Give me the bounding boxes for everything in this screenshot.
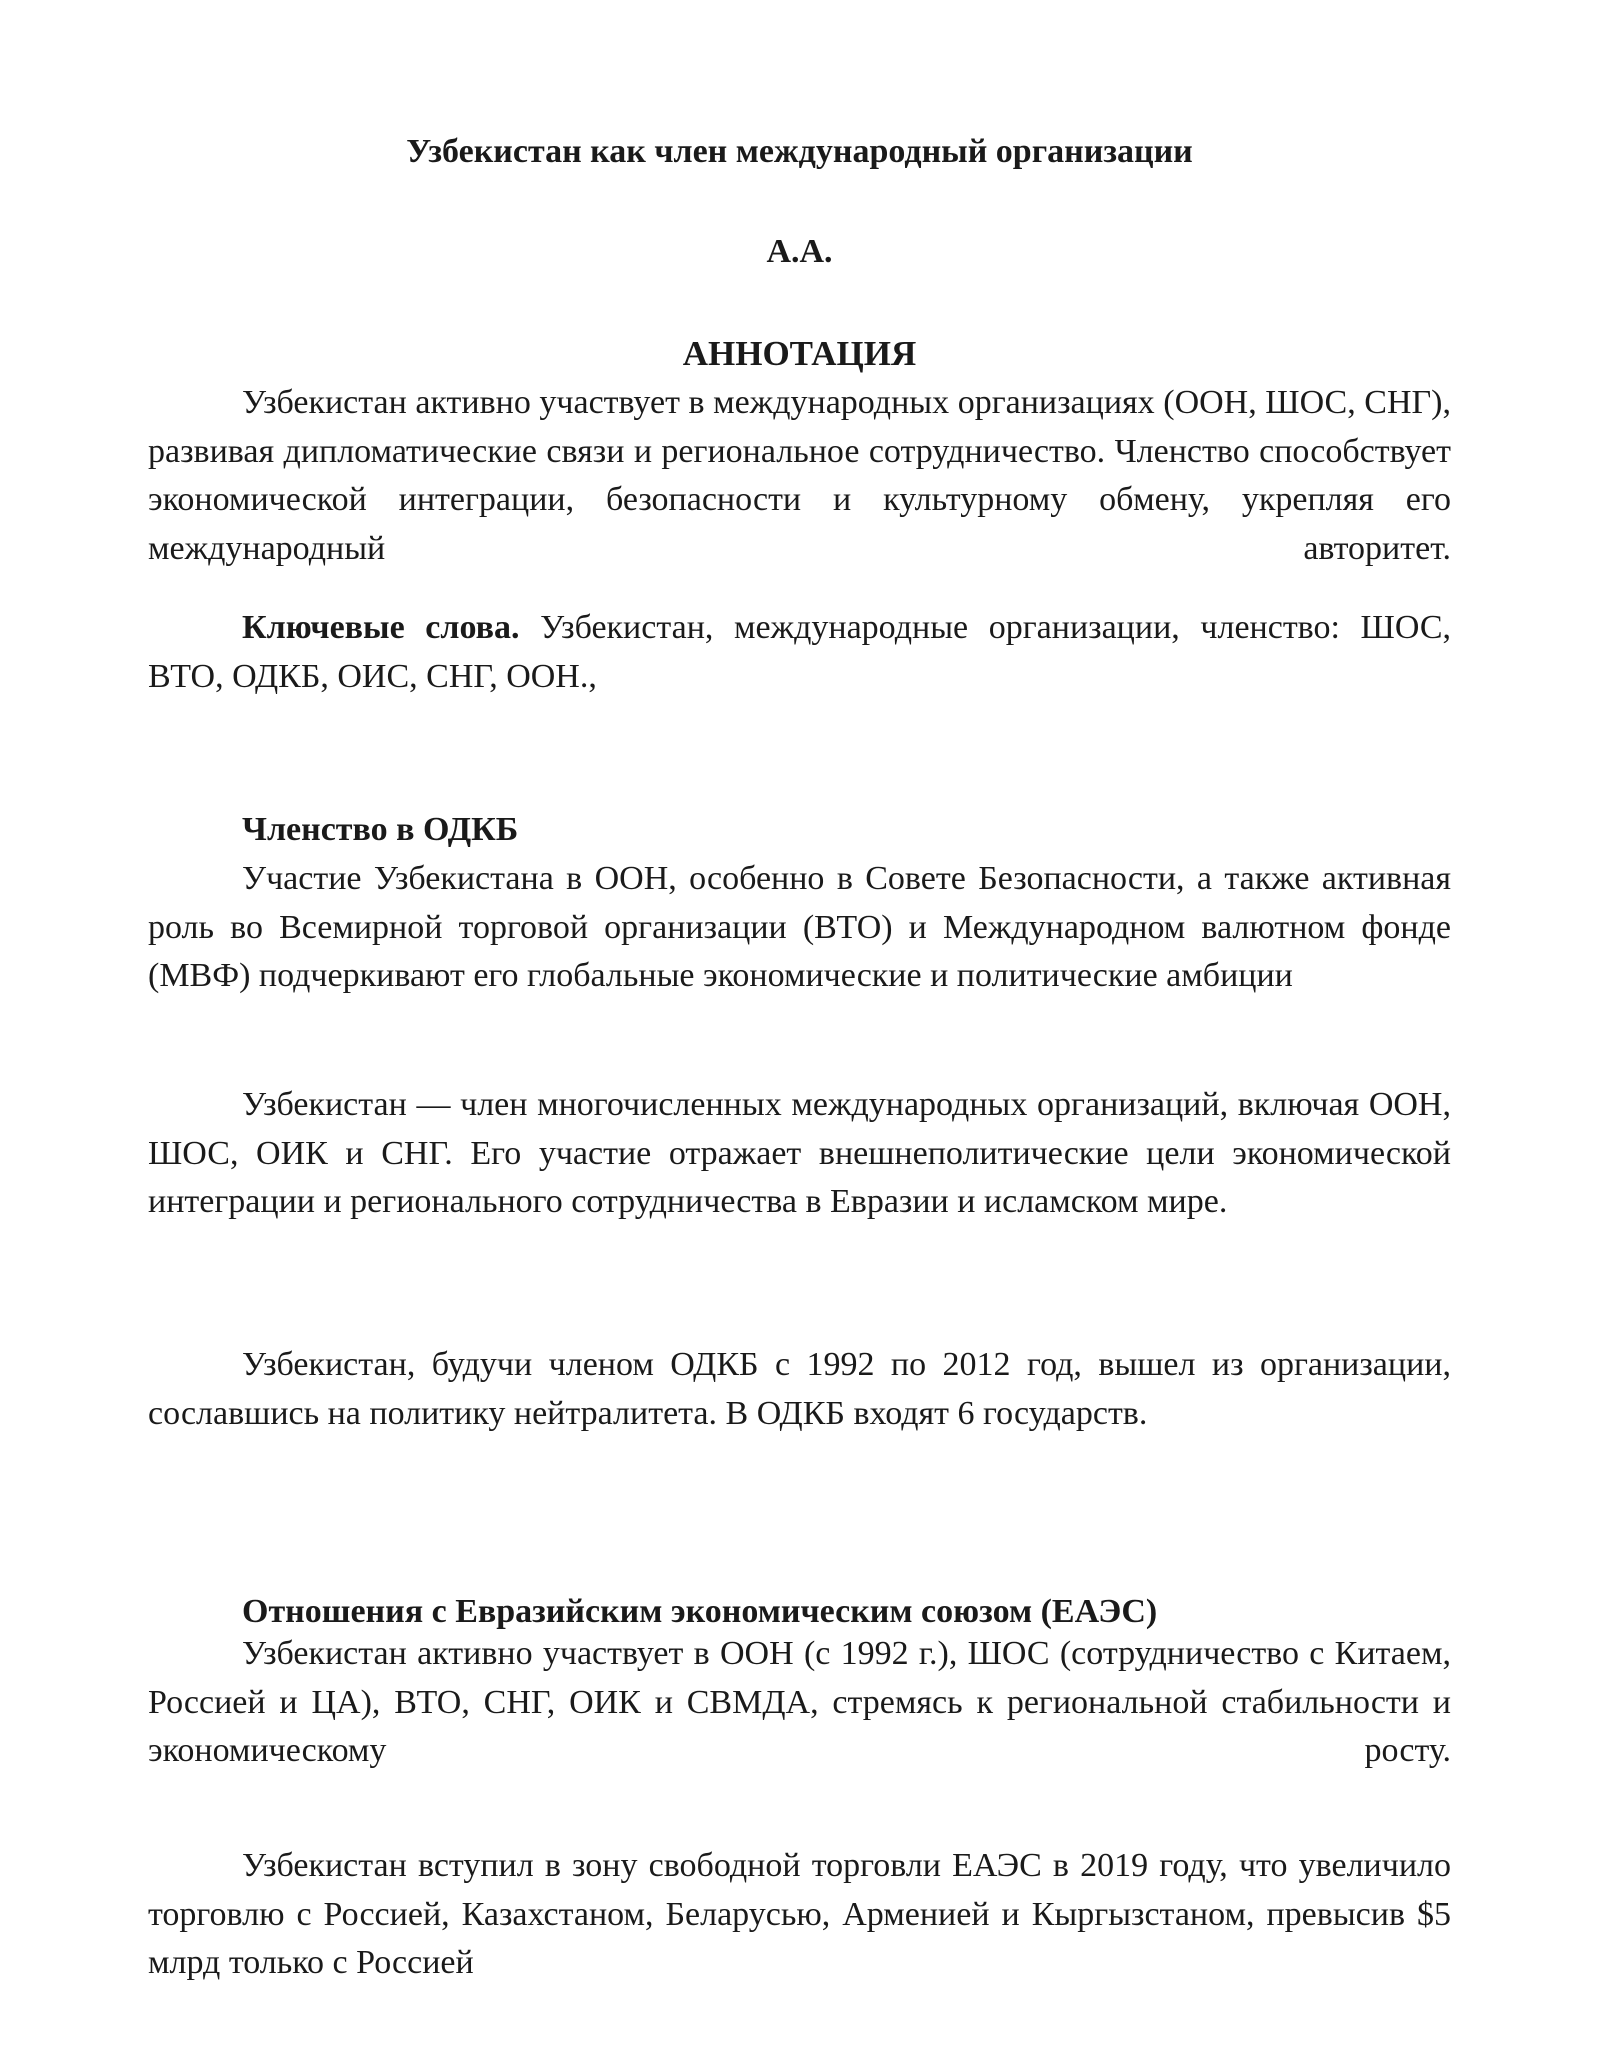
annotation-heading: АННОТАЦИЯ bbox=[682, 334, 917, 373]
author: А.А. bbox=[766, 233, 833, 270]
section1-paragraph-2: Узбекистан — член многочисленных международных организаций, включая ООН, ШОС, ОИК и СНГ. Его участие отражает внешнеполитические цели экономической интеграции и регионального сотрудничества в Евразии и исламском мире. bbox=[148, 1086, 1451, 1220]
section1-paragraph-3: Узбекистан, будучи членом ОДКБ с 1992 по 2012 год, вышел из организации, сославшись на политику нейтралитета. В ОДКБ входят 6 государств. bbox=[148, 1346, 1451, 1432]
document-title: Узбекистан как член международный организации bbox=[406, 133, 1193, 170]
keywords-label: Ключевые слова. bbox=[242, 609, 520, 646]
section2-paragraph-2: Узбекистан вступил в зону свободной торговли ЕАЭС в 2019 году, что увеличило торговлю с Россией, Казахстаном, Беларусью, Арменией и Кыргызстаном, превысив $5 млрд только с Россией bbox=[148, 1847, 1451, 1981]
section-heading-eaeu: Отношения с Евразийским экономическим союзом (ЕАЭС) bbox=[242, 1593, 1158, 1630]
annotation-text: Узбекистан активно участвует в международных организациях (ООН, ШОС, СНГ), развивая дипломатические связи и региональное сотрудничество. Членство способствует экономической интеграции, безопасности и культурному обмену, укрепляя его международный авторитет. bbox=[148, 384, 1451, 567]
section2-paragraph-1: Узбекистан активно участвует в ООН (с 1992 г.), ШОС (сотрудничество с Китаем, Россией и ЦА), ВТО, СНГ, ОИК и СВМДА, стремясь к региональной стабильности и экономическому росту. bbox=[148, 1635, 1451, 1769]
keywords-text: Узбекистан, международные организации, членство: ШОС, ВТО, ОДКБ, ОИС, СНГ, ООН., bbox=[148, 609, 1451, 695]
keywords-paragraph bbox=[148, 604, 1451, 701]
section-heading-odkb: Членство в ОДКБ bbox=[242, 811, 519, 848]
section1-paragraph-1: Участие Узбекистана в ООН, особенно в Совете Безопасности, а также активная роль во Всемирной торговой организации (ВТО) и Международном валютном фонде (МВФ) подчеркивают его глобальные экономические и политические амбиции bbox=[148, 860, 1451, 994]
